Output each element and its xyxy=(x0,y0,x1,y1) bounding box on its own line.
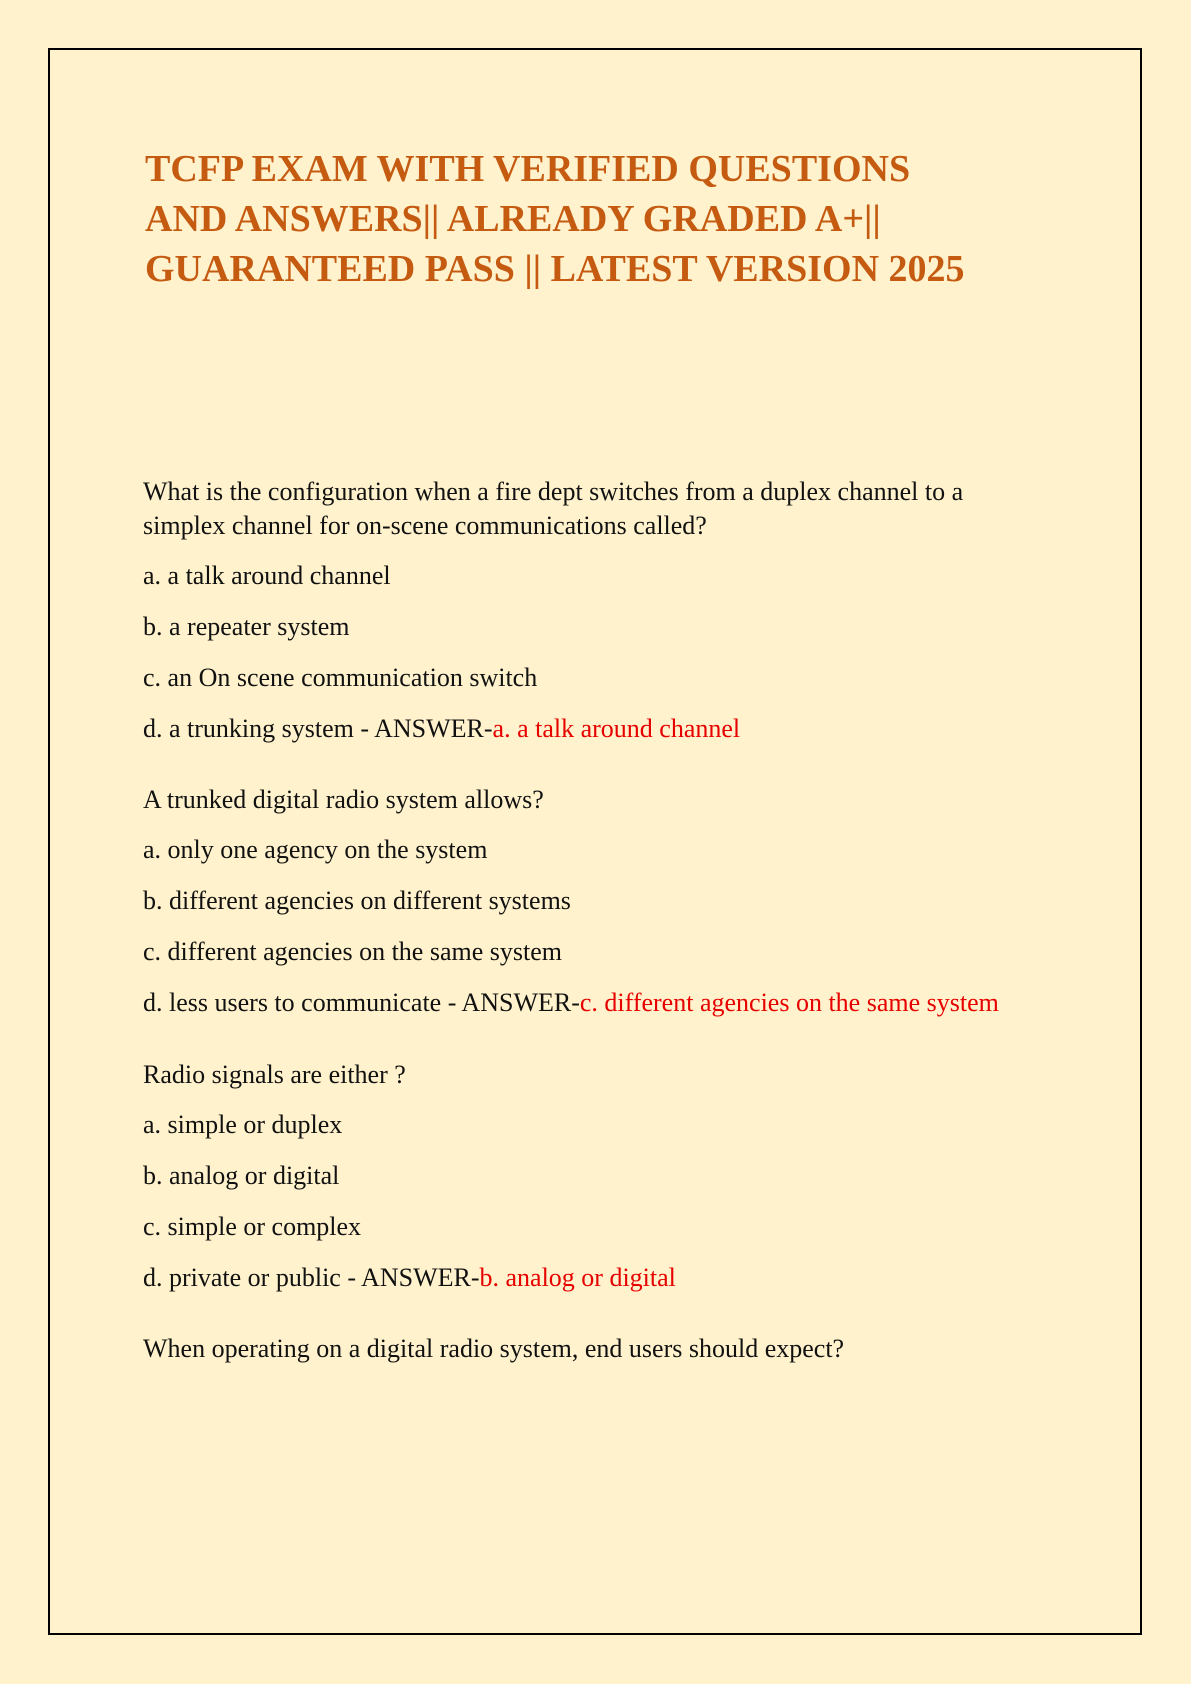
option-d-text: d. less users to communicate - ANSWER- xyxy=(143,988,580,1017)
question-block-4 xyxy=(143,1332,1043,1366)
title-line-1: TCFP EXAM WITH VERIFIED QUESTIONS xyxy=(145,148,911,190)
question-block-3 xyxy=(143,1058,1043,1295)
option-d-text: d. private or public - ANSWER- xyxy=(143,1263,480,1292)
answer-text: a. a talk around channel xyxy=(492,714,741,743)
option-c: c. simple or complex xyxy=(143,1212,362,1241)
question-block-1 xyxy=(143,475,1043,746)
question-text: What is the configuration when a fire dept switches from a duplex channel to a simplex channel for on-scene communications called? xyxy=(143,477,964,540)
option-a: a. a talk around channel xyxy=(143,561,391,590)
question-block-2 xyxy=(143,783,1043,1020)
option-d-with-answer xyxy=(143,1261,1043,1295)
title-line-2: AND ANSWERS|| ALREADY GRADED A+|| xyxy=(145,198,881,240)
question-text: A trunked digital radio system allows? xyxy=(143,785,544,814)
option-a: a. simple or duplex xyxy=(143,1110,343,1139)
option-b: b. different agencies on different systems xyxy=(143,886,571,915)
option-d-text: d. a trunking system - ANSWER- xyxy=(143,714,493,743)
option-b: b. a repeater system xyxy=(143,612,350,641)
option-c: c. an On scene communication switch xyxy=(143,663,538,692)
document-title xyxy=(145,144,1045,294)
option-b: b. analog or digital xyxy=(143,1161,340,1190)
question-text: Radio signals are either ? xyxy=(143,1060,406,1089)
option-d-with-answer xyxy=(143,712,1043,746)
option-a: a. only one agency on the system xyxy=(143,835,488,864)
answer-text: c. different agencies on the same system xyxy=(579,988,999,1017)
question-list xyxy=(143,475,1043,1366)
title-line-3: GUARANTEED PASS || LATEST VERSION 2025 xyxy=(145,248,965,290)
option-d-with-answer xyxy=(143,986,1043,1020)
question-text: When operating on a digital radio system, end users should expect? xyxy=(143,1334,845,1363)
answer-text: b. analog or digital xyxy=(479,1263,676,1292)
option-c: c. different agencies on the same system xyxy=(143,937,562,966)
